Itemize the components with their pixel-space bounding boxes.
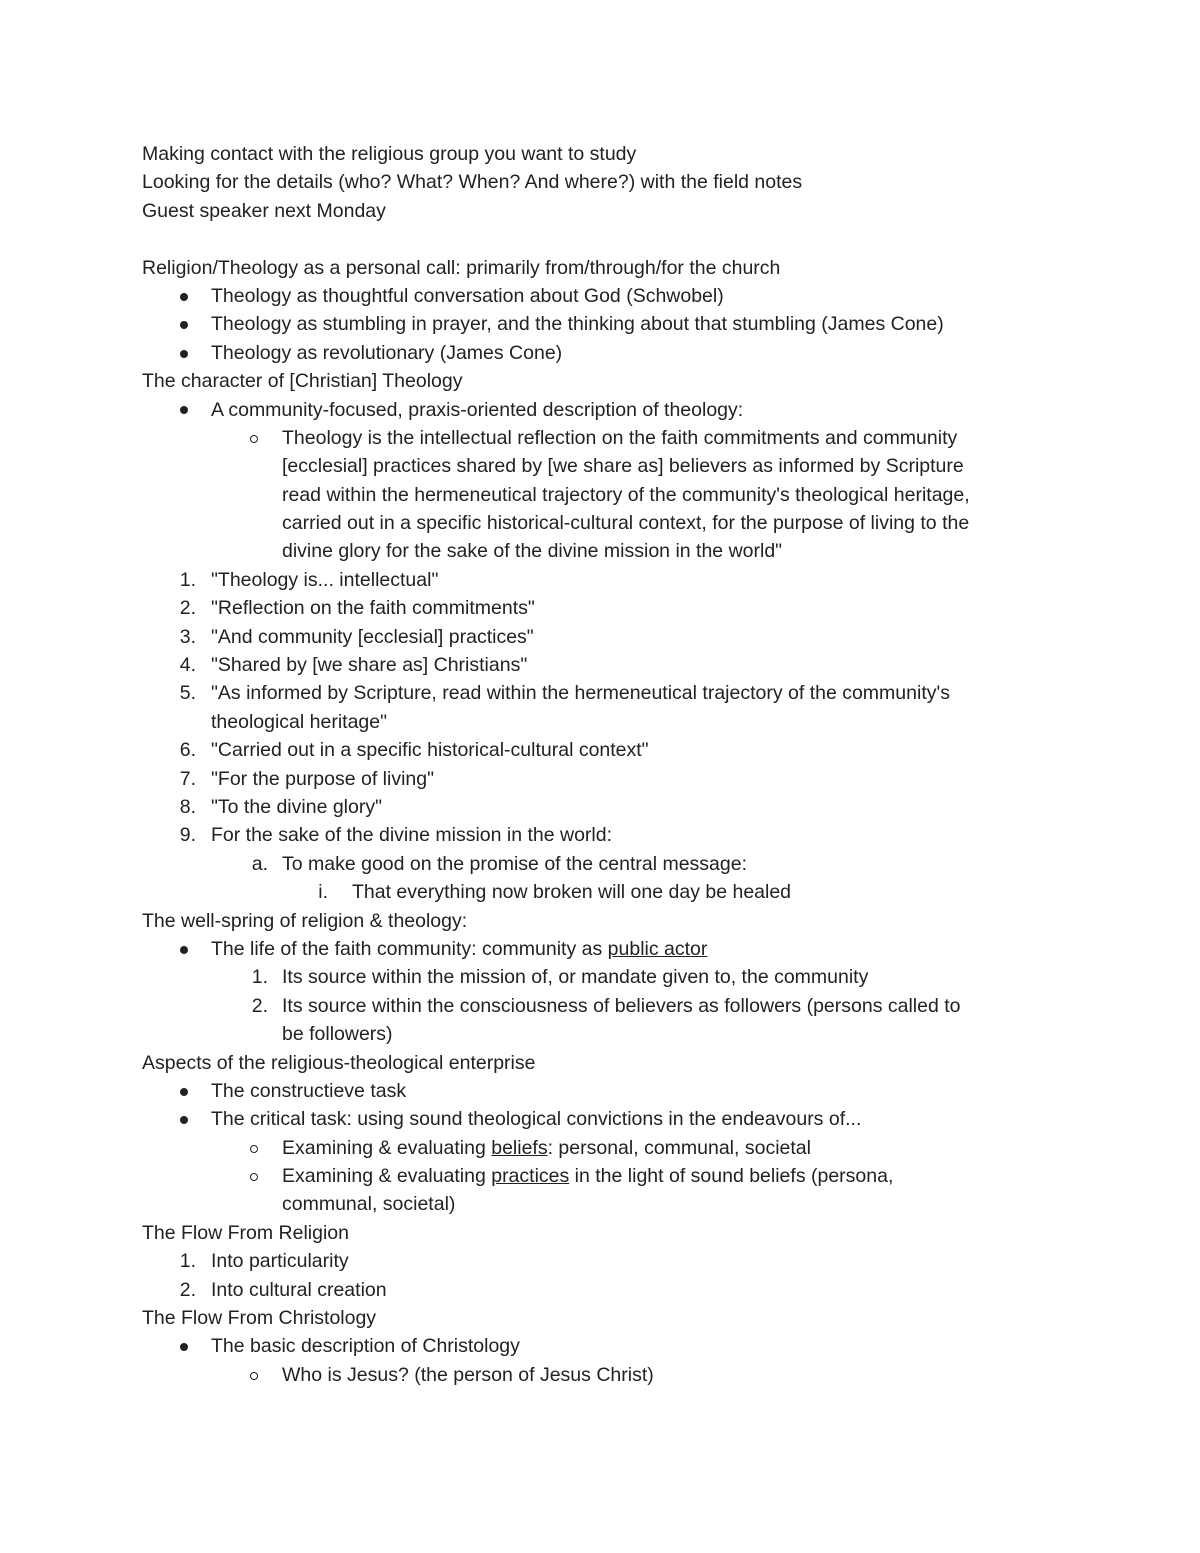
numbered-item: 2. Into cultural creation bbox=[179, 1278, 387, 1301]
bullet-dot-icon bbox=[180, 282, 188, 310]
sub-bullet-continuation: [ecclesial] practices shared by [we share as] believers as informed by Scripture bbox=[282, 455, 964, 478]
notes-body bbox=[142, 140, 1062, 1389]
sub-bullet-continuation: divine glory for the sake of the divine mission in the world" bbox=[282, 540, 783, 563]
underlined-term: practices bbox=[491, 1165, 570, 1188]
bullet-dot-icon bbox=[180, 1077, 188, 1105]
sub-bullet-continuation: read within the hermeneutical trajectory of the community's theological heritage, bbox=[282, 483, 970, 506]
numbered-item: 1. "Theology is... intellectual" bbox=[179, 568, 439, 591]
bullet-ring-icon bbox=[250, 1162, 258, 1190]
roman-item: i. That everything now broken will one day be healed bbox=[318, 881, 792, 904]
bullet-ring-icon bbox=[250, 1361, 258, 1389]
sub-bullet-item: Theology is the intellectual reflection on the faith commitments and community bbox=[142, 424, 1062, 452]
bullet-dot-icon bbox=[180, 396, 188, 424]
bullet-dot-icon bbox=[180, 1332, 188, 1360]
bullet-item: The constructieve task bbox=[142, 1077, 1062, 1105]
numbered-item: 8. "To the divine glory" bbox=[179, 795, 383, 818]
bullet-item: Theology as revolutionary (James Cone) bbox=[142, 339, 1062, 367]
numbered-item: 5. "As informed by Scripture, read within the hermeneutical trajectory of the community's bbox=[179, 682, 950, 705]
numbered-item: 4. "Shared by [we share as] Christians" bbox=[179, 654, 528, 677]
sub-bullet-continuation: carried out in a specific historical-cultural context, for the purpose of living to the bbox=[282, 512, 970, 535]
sub-bullet-item: Who is Jesus? (the person of Jesus Christ) bbox=[142, 1361, 1062, 1389]
numbered-item: 2. Its source within the consciousness of believers as followers (persons called to bbox=[251, 994, 961, 1017]
numbered-item: 3. "And community [ecclesial] practices" bbox=[179, 625, 534, 648]
blank-line bbox=[142, 225, 1062, 253]
bullet-dot-icon bbox=[180, 935, 188, 963]
numbered-item-continuation: be followers) bbox=[282, 1023, 393, 1046]
bullet-dot-icon bbox=[180, 310, 188, 338]
numbered-item: 2. "Reflection on the faith commitments" bbox=[179, 597, 535, 620]
underlined-term: public actor bbox=[607, 937, 708, 960]
section-heading: The character of [Christian] Theology bbox=[142, 370, 463, 393]
bullet-item: A community-focused, praxis-oriented description of theology: bbox=[142, 396, 1062, 424]
intro-line: Guest speaker next Monday bbox=[142, 199, 386, 222]
section-heading: Religion/Theology as a personal call: primarily from/through/for the church bbox=[142, 256, 781, 279]
bullet-item: Theology as thoughtful conversation about God (Schwobel) bbox=[142, 282, 1062, 310]
sub-bullet-item: Examining & evaluating beliefs: personal, communal, societal bbox=[142, 1134, 1062, 1162]
numbered-item: 7. "For the purpose of living" bbox=[179, 767, 435, 790]
bullet-ring-icon bbox=[250, 424, 258, 452]
intro-line: Looking for the details (who? What? When? And where?) with the field notes bbox=[142, 171, 803, 194]
section-heading: The well-spring of religion & theology: bbox=[142, 909, 468, 932]
bullet-dot-icon bbox=[180, 339, 188, 367]
bullet-item: Theology as stumbling in prayer, and the thinking about that stumbling (James Cone) bbox=[142, 310, 1062, 338]
underlined-term: beliefs bbox=[491, 1136, 548, 1159]
sub-bullet-continuation: communal, societal) bbox=[282, 1193, 456, 1216]
sub-bullet-item: Examining & evaluating practices in the light of sound beliefs (persona, bbox=[142, 1162, 1062, 1190]
numbered-item: 9. For the sake of the divine mission in the world: bbox=[179, 824, 613, 847]
section-heading: The Flow From Religion bbox=[142, 1221, 349, 1244]
bullet-item: The critical task: using sound theological convictions in the endeavours of... bbox=[142, 1105, 1062, 1133]
bullet-item: The life of the faith community: community as public actor bbox=[142, 935, 1062, 963]
numbered-item: 1. Its source within the mission of, or mandate given to, the community bbox=[251, 966, 869, 989]
bullet-dot-icon bbox=[180, 1105, 188, 1133]
numbered-item: 1. Into particularity bbox=[179, 1250, 349, 1273]
section-heading: The Flow From Christology bbox=[142, 1307, 377, 1330]
bullet-item: The basic description of Christology bbox=[142, 1332, 1062, 1360]
intro-line: Making contact with the religious group you want to study bbox=[142, 143, 637, 165]
lettered-item: a. To make good on the promise of the central message: bbox=[251, 852, 748, 875]
bullet-ring-icon bbox=[250, 1134, 258, 1162]
section-heading: Aspects of the religious-theological enterprise bbox=[142, 1051, 536, 1074]
numbered-item-continuation: theological heritage" bbox=[211, 710, 388, 733]
numbered-item: 6. "Carried out in a specific historical-cultural context" bbox=[179, 739, 649, 762]
